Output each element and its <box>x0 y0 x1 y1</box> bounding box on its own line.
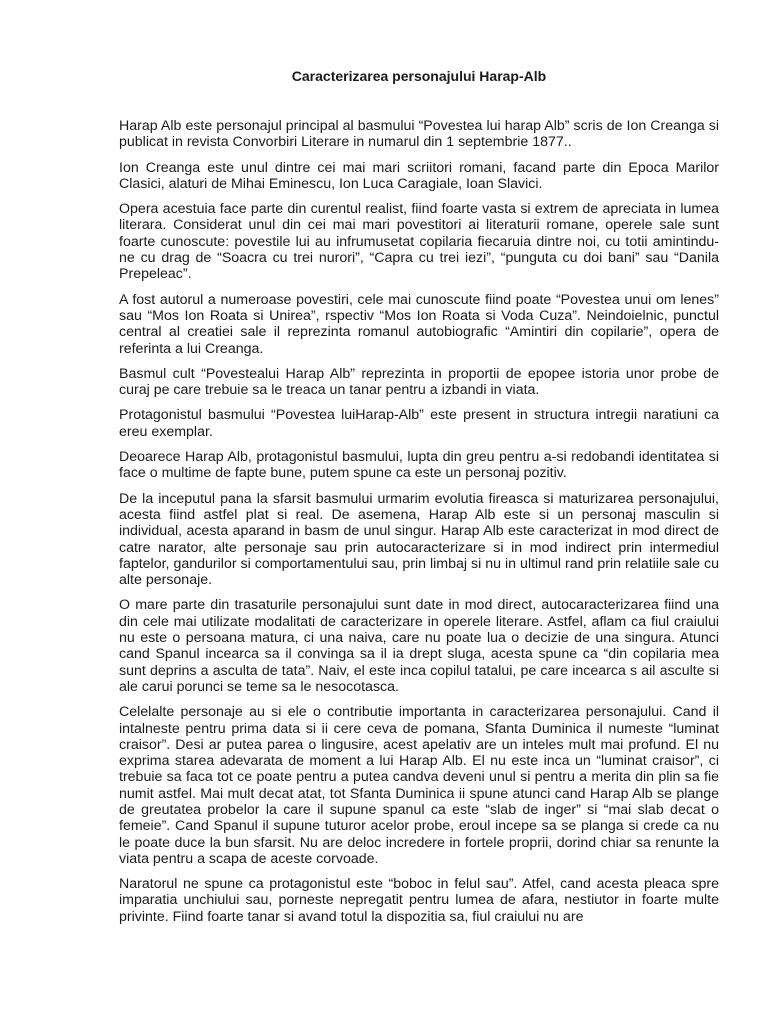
paragraph-9: O mare parte din trasaturile personajului sunt date in mod direct, autocaracterizarea fiind una din cele mai utilizate modalitati de caracterizare in operele literare. Astfel, aflam ca fiul craiului nu este o persoana matura, ci una naiva, care nu poate lua o decizie de una singura. Atunci cand Spanul incearca sa il convinga sa il ia drept sluga, acesta spune ca “din copilaria mea sunt deprins a asculta de tata”. Naiv, el este inca copilul tatalui, pe care incearca s ail asculte si ale carui porunci se teme sa le nesocotasca. <box>119 597 719 695</box>
paragraph-2: Ion Creanga este unul dintre cei mai mari scriitori romani, facand parte din Epoca Marilor Clasici, alaturi de Mihai Eminescu, Ion Luca Caragiale, Ioan Slavici. <box>119 159 719 192</box>
document-title: Caracterizarea personajului Harap-Alb <box>291 68 547 84</box>
paragraph-5: Basmul cult “Povestealui Harap Alb” reprezinta in proportii de epopee istoria unor probe de curaj pe care trebuie sa le treaca un tanar pentru a izbandi in viata. <box>119 365 719 399</box>
paragraph-8: De la inceputul pana la sfarsit basmului urmarim evolutia fireasca si maturizarea personajului, acesta fiind astfel plat si real. De asemena, Harap Alb este si un personaj masculin si individual, acesta aparand in basm de unul singur. Harap Alb este caracterizat in mod direct de catre narator, alte personaje sau prin autocaracterizare si in mod indirect prin intermediul faptelor, gandurilor si comportamentului sau, prin limbaj si nu in ultimul rand prin relatiile sale cu alte personaje. <box>119 490 719 589</box>
paragraph-11: Naratorul ne spune ca protagonistul este “boboc in felul sau”. Atfel, cand acesta pleaca spre imparatia unchiului sau, porneste nepregatit pentru lumea de afara, nestiutor in foarte multe privinte. Fiind foarte tanar si avand totul la dispozitia sa, fiul craiului nu are <box>119 876 719 925</box>
paragraph-7: Deoarece Harap Alb, protagonistul basmului, lupta din greu pentru a-si redobandi identitatea si face o multime de fapte bune, putem spune ca este un personaj pozitiv. <box>119 449 719 482</box>
paragraph-3: Opera acestuia face parte din curentul realist, fiind foarte vasta si extrem de apreciata in lumea literara. Considerat unul din cei mai mari povestitori ai literaturii romane, operele sale sunt foarte cunoscute: povestile lui au infrumusetat copilaria fiecaruia dintre noi, cu totii amintindu-ne cu drag de “Soacra cu trei nurori”, “Capra cu trei iezi”, “punguta cu doi bani” sau “Danila Prepeleac”. <box>119 201 719 283</box>
paragraph-6: Protagonistul basmului “Povestea luiHarap-Alb” este present in structura intregii naratiuni ca ereu exemplar. <box>119 407 719 440</box>
paragraph-1: Harap Alb este personajul principal al basmului “Povestea lui harap Alb” scris de Ion Creanga si publicat in revista Convorbiri Literare in numarul din 1 septembrie 1877.. <box>119 118 719 151</box>
paragraph-4: A fost autorul a numeroase povestiri, cele mai cunoscute fiind poate “Povestea unui om lenes” sau “Mos Ion Roata si Unirea”, rspectiv “Mos Ion Roata si Voda Cuza”. Neindoielnic, punctul central al creatiei sale il reprezinta romanul autobiografic “Amintiri din copilarie”, opera de referinta a lui Creanga. <box>119 291 719 357</box>
paragraph-10: Celelalte personaje au si ele o contributie importanta in caracterizarea personajului. Cand il intalneste pentru prima data si ii cere ceva de pomana, Sfanta Duminica il numeste “luminat craisor”. Desi ar putea parea o lingusire, acest apelativ are un inteles mult mai profund. El nu exprima starea adevarata de moment a lui Harap Alb. El nu este inca un “luminat craisor”, ci trebuie sa faca tot ce poate pentru a putea candva deveni unul si pentru a merita din plin sa fie numit astfel. Mai mult decat atat, tot Sfanta Duminica ii spune atunci cand Harap Alb se plange de greutatea probelor la care il supune spanul ca este “slab de inger” si “mai slab decat o femeie”. Cand Spanul il supune tuturor acelor probe, eroul incepe sa se planga si crede ca nu le poate duce la bun sfarsit. Nu are deloc incredere in fortele proprii, dorind chiar sa renunte la viata pentru a scapa de aceste corvoade. <box>119 704 719 867</box>
